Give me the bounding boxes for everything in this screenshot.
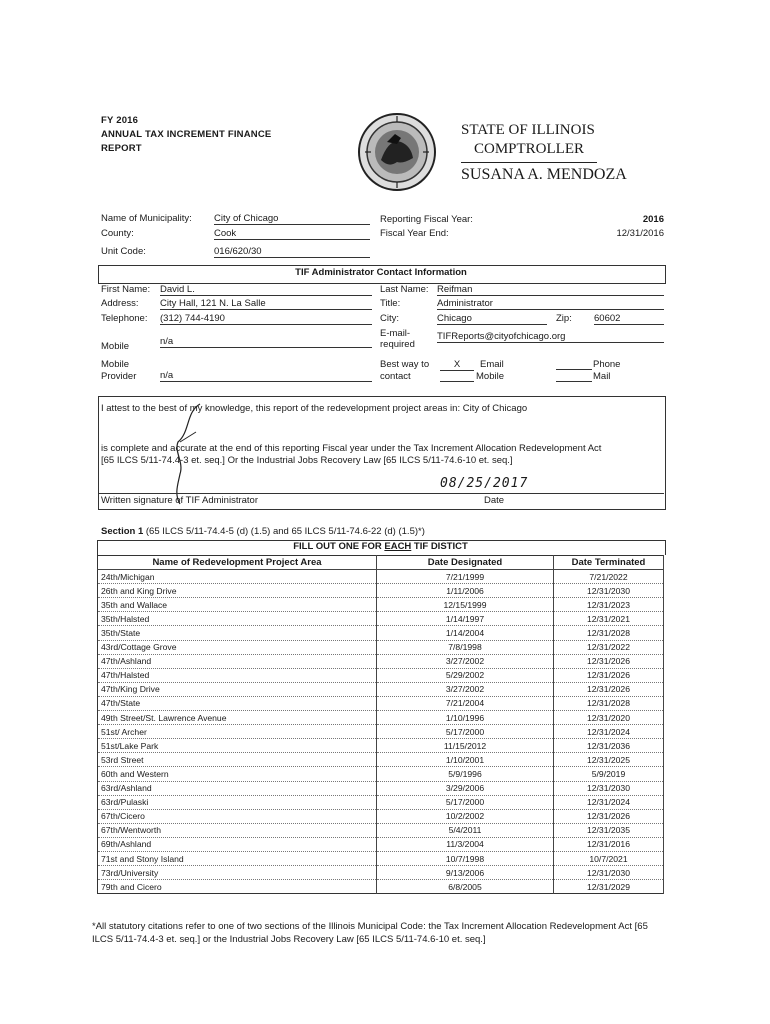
project-area-name: 79th and Cicero	[98, 880, 377, 894]
date-terminated: 12/31/2020	[554, 711, 664, 725]
city-value: Chicago	[437, 313, 547, 325]
report-subtitle: REPORT	[101, 143, 142, 154]
table-row	[98, 795, 664, 809]
date-designated: 5/29/2002	[377, 668, 554, 682]
date-terminated: 12/31/2026	[554, 654, 664, 668]
date-designated: 6/8/2005	[377, 880, 554, 894]
option-mail-label: Mail	[593, 371, 611, 382]
best-way-label	[380, 359, 429, 383]
project-area-name: 35th and Wallace	[98, 598, 377, 612]
date-designated: 1/10/2001	[377, 753, 554, 767]
state-seal-icon	[357, 112, 437, 192]
date-designated: 3/29/2006	[377, 781, 554, 795]
date-terminated: 12/31/2016	[554, 837, 664, 851]
date-designated: 1/10/1996	[377, 711, 554, 725]
date-terminated: 12/31/2024	[554, 725, 664, 739]
fiscal-year-label: Reporting Fiscal Year:	[380, 214, 473, 225]
mobile-value: n/a	[160, 336, 372, 348]
title-value: Administrator	[437, 298, 664, 310]
date-terminated: 12/31/2026	[554, 668, 664, 682]
date-designated: 5/17/2000	[377, 725, 554, 739]
attestation-line2: is complete and accurate at the end of this reporting Fiscal year under the Tax Increment Allocation Redevelopment Act	[101, 443, 602, 454]
project-area-name: 47th/State	[98, 696, 377, 710]
zip-label: Zip:	[556, 313, 572, 324]
report-header	[101, 114, 271, 156]
section-number: Section 1	[101, 526, 144, 537]
date-designated: 1/14/2004	[377, 626, 554, 640]
date-designated: 10/2/2002	[377, 809, 554, 823]
column-header-terminated: Date Terminated	[554, 556, 664, 570]
banner-text-each: EACH	[384, 541, 412, 552]
date-terminated: 10/7/2021	[554, 851, 664, 865]
project-area-name: 49th Street/St. Lawrence Avenue	[98, 711, 377, 725]
table-row	[98, 880, 664, 894]
date-designated: 3/27/2002	[377, 682, 554, 696]
project-area-name: 47th/Ashland	[98, 654, 377, 668]
project-area-name: 69th/Ashland	[98, 837, 377, 851]
signature-line	[98, 493, 664, 494]
address-label: Address:	[101, 298, 139, 309]
banner-text-pre: FILL OUT ONE FOR	[293, 541, 385, 552]
table-row	[98, 866, 664, 880]
table-row	[98, 767, 664, 781]
best-way-label-line1: Best way to	[380, 359, 430, 370]
signature-label: Written signature of TIF Administrator	[101, 495, 258, 506]
table-header-row	[98, 556, 664, 570]
banner-text-post: TIF DISTICT	[411, 541, 468, 552]
city-label: City:	[380, 313, 399, 324]
project-area-name: 67th/Cicero	[98, 809, 377, 823]
project-area-name: 47th/King Drive	[98, 682, 377, 696]
tif-districts-table	[97, 555, 664, 894]
project-area-name: 73rd/University	[98, 866, 377, 880]
mobile-label: Mobile	[101, 341, 129, 352]
date-terminated: 12/31/2026	[554, 682, 664, 696]
date-designated: 5/17/2000	[377, 795, 554, 809]
fiscal-year-end-label: Fiscal Year End:	[380, 228, 449, 239]
table-row	[98, 584, 664, 598]
table-row	[98, 809, 664, 823]
municipality-value: City of Chicago	[214, 213, 370, 225]
date-terminated: 12/31/2030	[554, 781, 664, 795]
column-header-name: Name of Redevelopment Project Area	[98, 556, 377, 570]
date-designated: 1/11/2006	[377, 584, 554, 598]
date-designated: 10/7/1998	[377, 851, 554, 865]
table-row	[98, 725, 664, 739]
county-value: Cook	[214, 228, 370, 240]
telephone-label: Telephone:	[101, 313, 148, 324]
table-row	[98, 668, 664, 682]
date-terminated: 12/31/2021	[554, 612, 664, 626]
table-row	[98, 612, 664, 626]
county-label: County:	[101, 228, 134, 239]
fiscal-year-value: 2016	[642, 214, 664, 225]
option-phone-label: Phone	[593, 359, 621, 370]
project-area-name: 47th/Halsted	[98, 668, 377, 682]
project-area-name: 51st/ Archer	[98, 725, 377, 739]
option-mobile-label: Mobile	[476, 371, 504, 382]
attestation-line3: [65 ILCS 5/11-74.4-3 et. seq.] Or the Industrial Jobs Recovery Law [65 ILCS 5/11-74.6-10 et. seq.]	[101, 455, 513, 466]
telephone-value: (312) 744-4190	[160, 313, 372, 325]
fiscal-year-end-value: 12/31/2016	[616, 228, 664, 239]
comptroller-name: SUSANA A. MENDOZA	[461, 162, 597, 184]
date-designated: 7/21/1999	[377, 570, 554, 584]
provider-label-line2: Provider	[101, 371, 137, 382]
date-designated: 1/14/1997	[377, 612, 554, 626]
date-designated: 5/4/2011	[377, 823, 554, 837]
date-designated: 5/9/1996	[377, 767, 554, 781]
date-designated: 12/15/1999	[377, 598, 554, 612]
signature-date: 08/25/2017	[440, 476, 529, 491]
last-name-value: Reifman	[437, 284, 664, 296]
email-label-line2: required	[380, 339, 415, 350]
table-row	[98, 781, 664, 795]
table-row	[98, 696, 664, 710]
date-designated: 7/8/1998	[377, 640, 554, 654]
title-label: Title:	[380, 298, 401, 309]
table-row	[98, 626, 664, 640]
footnote: *All statutory citations refer to one of two sections of the Illinois Municipal Code: the Tax Increment Allocation Redevelopment Act [65 ILCS 5/11-74.4-3 et. seq.] or the Industrial Jobs Recovery Law [65 ILCS 5/11-74.6-10 et. seq.]	[92, 921, 648, 945]
date-terminated: 12/31/2026	[554, 809, 664, 823]
state-name: STATE OF ILLINOIS	[461, 122, 595, 138]
provider-label	[101, 359, 136, 383]
date-terminated: 12/31/2030	[554, 866, 664, 880]
table-row	[98, 711, 664, 725]
unit-code-label: Unit Code:	[101, 246, 146, 257]
signature-mark-icon	[170, 402, 210, 506]
project-area-name: 60th and Western	[98, 767, 377, 781]
project-area-name: 71st and Stony Island	[98, 851, 377, 865]
project-area-name: 35th/State	[98, 626, 377, 640]
table-row	[98, 654, 664, 668]
section-citation: (65 ILCS 5/11-74.4-5 (d) (1.5) and 65 ILCS 5/11-74.6-22 (d) (1.5)*)	[145, 526, 425, 537]
email-label-line1: E-mail-	[380, 328, 411, 339]
date-terminated: 5/9/2019	[554, 767, 664, 781]
table-row	[98, 739, 664, 753]
date-terminated: 12/31/2030	[554, 584, 664, 598]
table-row	[98, 823, 664, 837]
date-terminated: 12/31/2029	[554, 880, 664, 894]
table-row	[98, 598, 664, 612]
report-fy: FY 2016	[101, 115, 139, 126]
date-terminated: 12/31/2028	[554, 626, 664, 640]
date-designated: 11/15/2012	[377, 739, 554, 753]
table-row	[98, 682, 664, 696]
last-name-label: Last Name:	[380, 284, 429, 295]
report-title: ANNUAL TAX INCREMENT FINANCE	[101, 129, 272, 140]
municipality-label: Name of Municipality:	[101, 213, 192, 224]
date-terminated: 12/31/2025	[554, 753, 664, 767]
date-terminated: 12/31/2035	[554, 823, 664, 837]
best-way-label-line2: contact	[380, 371, 411, 382]
contact-section-title: TIF Administrator Contact Information	[295, 267, 467, 278]
date-terminated: 12/31/2028	[554, 696, 664, 710]
provider-value: n/a	[160, 370, 372, 382]
date-terminated: 7/21/2022	[554, 570, 664, 584]
comptroller-heading	[461, 121, 627, 184]
project-area-name: 67th/Wentworth	[98, 823, 377, 837]
phone-checkbox[interactable]	[556, 369, 592, 370]
table-row	[98, 851, 664, 865]
mobile-checkbox[interactable]	[440, 381, 474, 382]
date-terminated: 12/31/2036	[554, 739, 664, 753]
table-row	[98, 570, 664, 584]
email-value: TIFReports@cityofchicago.org	[437, 331, 664, 343]
mail-checkbox[interactable]	[556, 381, 592, 382]
date-designated: 3/27/2002	[377, 654, 554, 668]
date-terminated: 12/31/2023	[554, 598, 664, 612]
column-header-designated: Date Designated	[377, 556, 554, 570]
project-area-name: 43rd/Cottage Grove	[98, 640, 377, 654]
date-designated: 7/21/2004	[377, 696, 554, 710]
project-area-name: 26th and King Drive	[98, 584, 377, 598]
first-name-value: David L.	[160, 284, 372, 296]
attestation-line1: I attest to the best of my knowledge, this report of the redevelopment project areas in: City of Chicago	[101, 403, 528, 414]
date-designated: 11/3/2004	[377, 837, 554, 851]
unit-code-value: 016/620/30	[214, 246, 370, 258]
project-area-name: 63rd/Pulaski	[98, 795, 377, 809]
office-name: COMPTROLLER	[474, 141, 585, 157]
email-checkbox[interactable]: X	[440, 359, 474, 371]
project-area-name: 24th/Michigan	[98, 570, 377, 584]
provider-label-line1: Mobile	[101, 359, 129, 370]
table-row	[98, 837, 664, 851]
section-banner	[97, 541, 664, 552]
table-body	[98, 570, 664, 894]
project-area-name: 53rd Street	[98, 753, 377, 767]
address-value: City Hall, 121 N. La Salle	[160, 298, 372, 310]
date-label: Date	[484, 495, 505, 506]
zip-value: 60602	[594, 313, 664, 325]
section-title	[101, 526, 425, 537]
date-terminated: 12/31/2024	[554, 795, 664, 809]
table-row	[98, 753, 664, 767]
option-email-label: Email	[480, 359, 504, 370]
project-area-name: 51st/Lake Park	[98, 739, 377, 753]
first-name-label: First Name:	[101, 284, 151, 295]
project-area-name: 63rd/Ashland	[98, 781, 377, 795]
table-row	[98, 640, 664, 654]
date-designated: 9/13/2006	[377, 866, 554, 880]
date-terminated: 12/31/2022	[554, 640, 664, 654]
project-area-name: 35th/Halsted	[98, 612, 377, 626]
email-label	[380, 328, 415, 350]
